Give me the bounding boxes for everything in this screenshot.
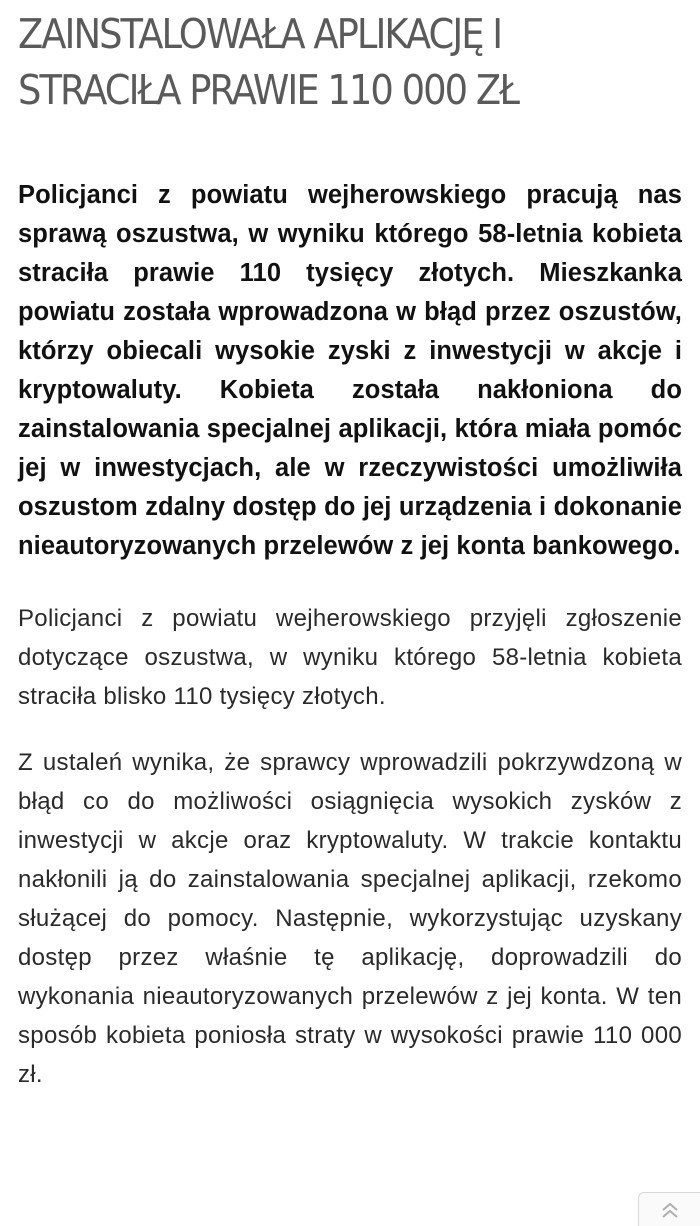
article-paragraph-1: Policjanci z powiatu wejherowskiego przyjęli zgłoszenie dotyczące oszustwa, w wyniku którego 58-letnia kobieta straciła blisko 110 tysięcy złotych. (18, 605, 682, 710)
article-title: ZAINSTALOWAŁA APLIKACJĘ I STRACIŁA PRAWIE 110 000 ZŁ (18, 10, 518, 114)
article-paragraph-2: Z ustaleń wynika, że sprawcy wprowadzili pokrzywdzoną w błąd co do możliwości osiągnięcia wysokich zysków z inwestycji w akcje oraz kryptowaluty. W trakcie kontaktu nakłonili ją do zainstalowania specjalnej aplikacji, rzekomo służącej do pomocy. Następnie, wykorzystując uzyskany dostęp przez właśnie tę aplikację, doprowadzili do wykonania nieautoryzowanych przelewów z jej konta. W ten sposób kobieta poniosła straty w wysokości prawie 110 000 zł. (18, 749, 682, 1088)
double-chevron-up-icon (660, 1201, 680, 1219)
article-lead: Policjanci z powiatu wejherowskiego pracują nas sprawą oszustwa, w wyniku którego 58-letnia kobieta straciła prawie 110 tysięcy złotych. Mieszkanka powiatu została wprowadzona w błąd przez oszustów, którzy obiecali wysokie zyski z inwestycji w akcje i kryptowaluty. Kobieta została nakłoniona do zainstalowania specjalnej aplikacji, która miała pomóc jej w inwestycjach, ale w rzeczywistości umożliwiła oszustom zdalny dostęp do jej urządzenia i dokonanie nieautoryzowanych przelewów z jej konta bankowego. (18, 181, 682, 560)
scroll-to-top-button[interactable] (638, 1192, 700, 1226)
